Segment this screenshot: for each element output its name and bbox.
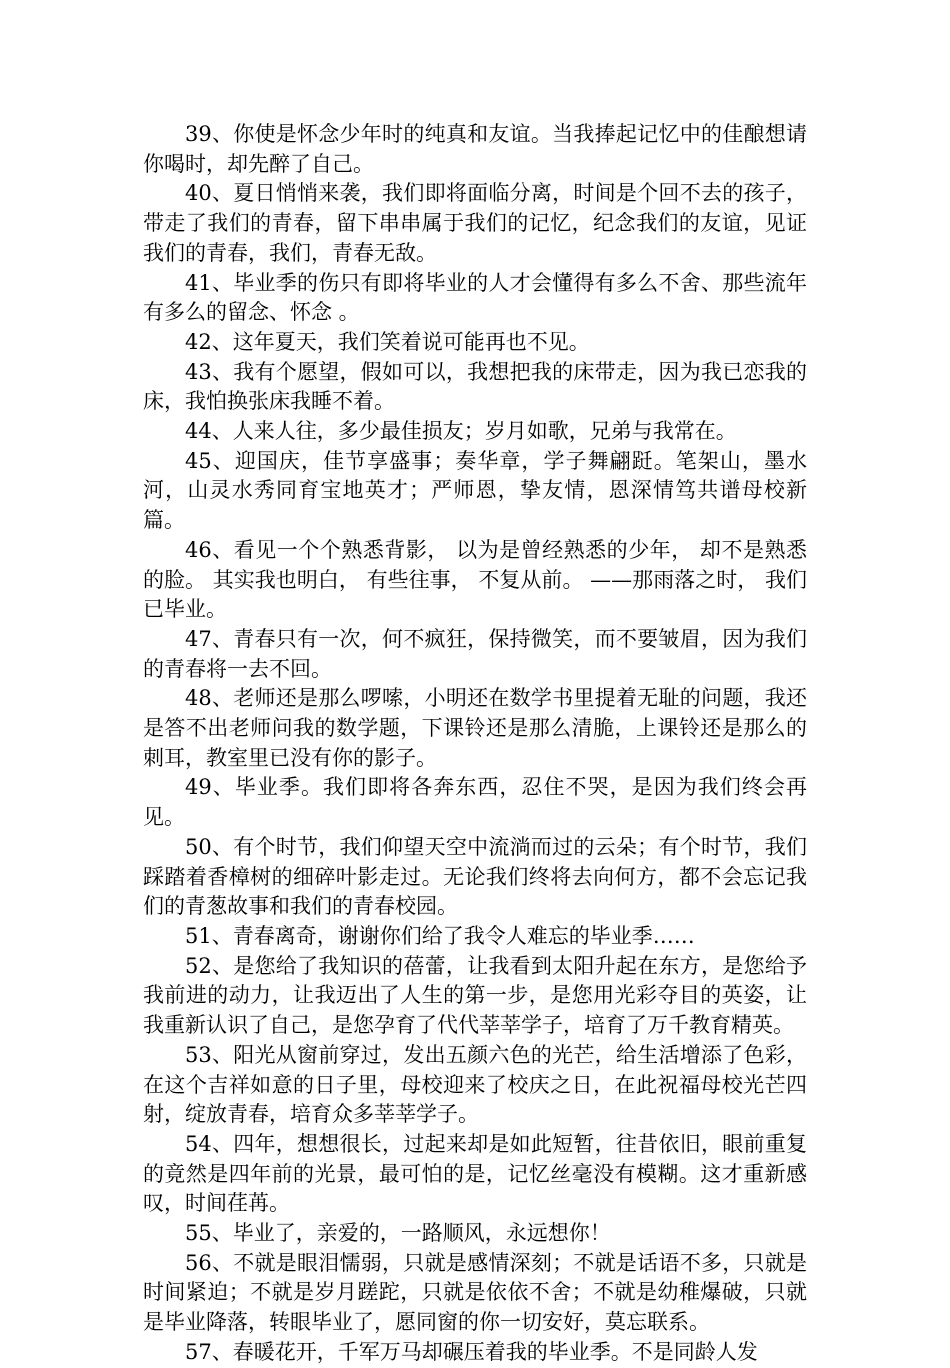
document-page	[143, 120, 807, 1368]
paragraph-45: 45、迎国庆，佳节享盛事；奏华章，学子舞翩跹。笔架山，墨水河，山灵水秀同育宝地英才；严师恩，挚友情，恩深情笃共谱母校新篇。	[143, 448, 807, 533]
paragraph-39: 39、你使是怀念少年时的纯真和友谊。当我捧起记忆中的佳酿想请你喝时，却先醉了自己。	[143, 122, 807, 176]
paragraph-41: 41、毕业季的伤只有即将毕业的人才会懂得有多么不舍、那些流年有多么的留念、怀念 。	[143, 270, 807, 325]
paragraph-50: 50、有个时节，我们仰望天空中流淌而过的云朵；有个时节，我们踩踏着香樟树的细碎叶影走过。无论我们终将去向何方，都不会忘记我们的青葱故事和我们的青春校园。	[143, 834, 807, 919]
paragraph-49: 49、毕业季。我们即将各奔东西，忍住不哭，是因为我们终会再见。	[143, 775, 807, 830]
paragraph-56: 56、不就是眼泪懦弱，只就是感情深刻；不就是话语不多，只就是时间紧迫；不就是岁月蹉跎，只就是依依不舍；不就是幼稚爆破，只就是毕业降落，转眼毕业了，愿同窗的你一切安好，莫忘联系。	[143, 1250, 807, 1335]
paragraph-40: 40、夏日悄悄来袭，我们即将面临分离，时间是个回不去的孩子，带走了我们的青春，留下串串属于我们的记忆，纪念我们的友谊，见证我们的青春，我们，青春无敌。	[143, 181, 807, 265]
paragraph-42: 42、这年夏天，我们笑着说可能再也不见。	[185, 329, 590, 354]
paragraph-52: 52、是您给了我知识的蓓蕾，让我看到太阳升起在东方，是您给予我前进的动力，让我迈出了人生的第一步，是您用光彩夺目的英姿，让我重新认识了自己，是您孕育了代代莘莘学子，培育了万千教育精英。	[143, 953, 807, 1038]
paragraph-43: 43、我有个愿望，假如可以，我想把我的床带走，因为我已恋我的床，我怕换张床我睡不着。	[143, 359, 807, 414]
paragraph-44: 44、人来人往，多少最佳损友；岁月如歌，兄弟与我常在。	[185, 419, 737, 444]
paragraph-55: 55、毕业了，亲爱的，一路顺风，永远想你！	[185, 1221, 611, 1246]
paragraph-54: 54、四年，想想很长，过起来却是如此短暂，往昔依旧，眼前重复的竟然是四年前的光景，最可怕的是，记忆丝毫没有模糊。这才重新感叹，时间荏苒。	[143, 1131, 807, 1216]
paragraph-47: 47、青春只有一次，何不疯狂，保持微笑，而不要皱眉，因为我们的青春将一去不回。	[143, 626, 807, 681]
paragraph-51: 51、青春离奇，谢谢你们给了我令人难忘的毕业季……	[185, 923, 695, 948]
paragraph-46: 46、看见一个个熟悉背影， 以为是曾经熟悉的少年， 却不是熟悉的脸。 其实我也明白， 有些往事， 不复从前。 ——那雨落之时， 我们已毕业。	[143, 537, 807, 622]
paragraph-48: 48、老师还是那么啰嗦，小明还在数学书里提着无耻的问题，我还是答不出老师问我的数学题，下课铃还是那么清脆，上课铃还是那么的刺耳，教室里已没有你的影子。	[143, 686, 807, 770]
paragraph-53: 53、阳光从窗前穿过，发出五颜六色的光芒，给生活增添了色彩，在这个吉祥如意的日子里，母校迎来了校庆之日，在此祝福母校光芒四射，绽放青春，培育众多莘莘学子。	[143, 1042, 807, 1127]
paragraph-57: 57、春暖花开，千军万马却碾压着我的毕业季。不是同龄人发	[185, 1339, 758, 1364]
